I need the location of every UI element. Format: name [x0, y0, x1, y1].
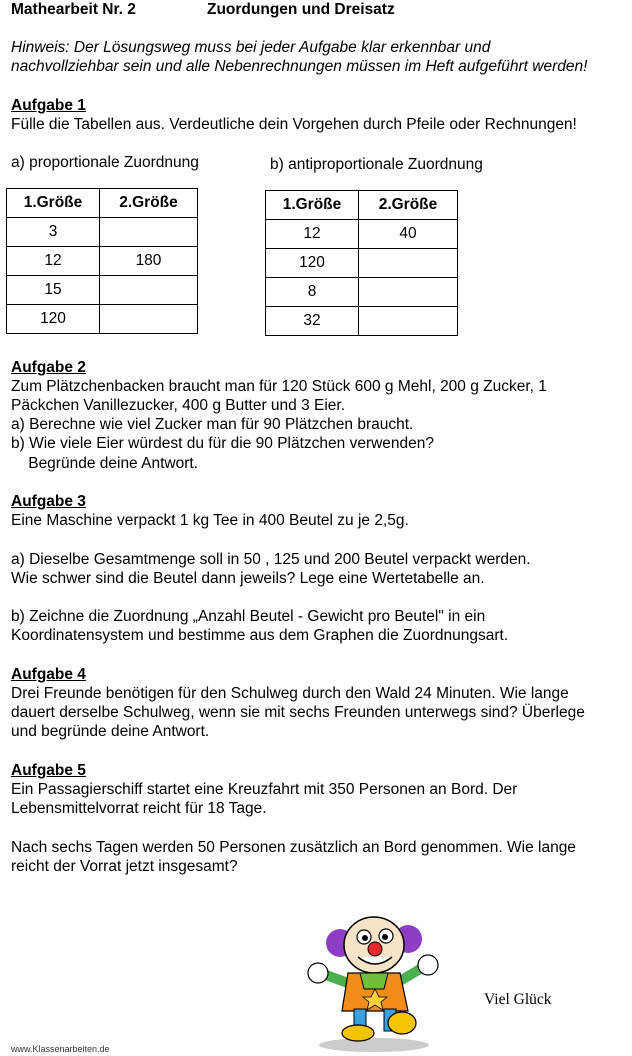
table-b-cell	[359, 307, 458, 336]
document-title: Mathearbeit Nr. 2	[11, 1, 136, 18]
table-a-cell	[100, 218, 198, 247]
task3-line: Koordinatensystem und bestimme aus dem Graphen die Zuordnungsart.	[11, 627, 509, 644]
clown-collar	[360, 973, 388, 989]
clown-illustration	[296, 905, 446, 1053]
task4-line: dauert derselbe Schulweg, wenn sie mit sechs Freunden unterwegs sind? Überlege	[11, 704, 585, 721]
task3-line: Eine Maschine verpackt 1 kg Tee in 400 Beutel zu je 2,5g.	[11, 512, 409, 529]
table-b-cell: 32	[266, 307, 359, 336]
task5-line: Nach sechs Tagen werden 50 Personen zusätzlich an Bord genommen. Wie lange	[11, 839, 576, 856]
table-b-header-1: 1.Größe	[266, 191, 359, 220]
table-a-cell	[100, 305, 198, 334]
closing-greeting: Viel Glück	[484, 991, 552, 1008]
clown-shadow	[319, 1038, 429, 1052]
table-a-cell	[100, 276, 198, 305]
task5-line: Ein Passagierschiff startet eine Kreuzfahrt mit 350 Personen an Bord. Der	[11, 781, 518, 798]
clown-nose	[368, 942, 382, 956]
table-b-cell	[359, 278, 458, 307]
task4-line: und begründe deine Antwort.	[11, 723, 210, 740]
clown-glove-left	[308, 963, 328, 983]
task2-line: Begründe deine Antwort.	[11, 455, 198, 472]
table-b-header-2: 2.Größe	[359, 191, 458, 220]
task1-title: Aufgabe 1	[11, 97, 86, 114]
table-b-cell: 12	[266, 220, 359, 249]
table-b-cell: 120	[266, 249, 359, 278]
task5-title: Aufgabe 5	[11, 762, 86, 779]
task1-label-a: a) proportionale Zuordnung	[11, 154, 199, 171]
task4-line: Drei Freunde benötigen für den Schulweg durch den Wald 24 Minuten. Wie lange	[11, 685, 569, 702]
task1-label-b: b) antiproportionale Zuordnung	[270, 156, 483, 173]
table-a-header-1: 1.Größe	[7, 189, 100, 218]
task4-title: Aufgabe 4	[11, 666, 86, 683]
table-a-header-2: 2.Größe	[100, 189, 198, 218]
task3-line: b) Zeichne die Zuordnung „Anzahl Beutel - Gewicht pro Beutel" in ein	[11, 608, 486, 625]
hint-line-2: nachvollziehbar sein und alle Nebenrechnungen müssen im Heft aufgeführt werden!	[11, 58, 588, 75]
task5-line: reicht der Vorrat jetzt insgesamt?	[11, 858, 238, 875]
task1-text: Fülle die Tabellen aus. Verdeutliche dein Vorgehen durch Pfeile oder Rechnungen!	[11, 116, 577, 133]
table-a-cell: 120	[7, 305, 100, 334]
task2-line: a) Berechne wie viel Zucker man für 90 Plätzchen braucht.	[11, 416, 414, 433]
table-b-cell: 8	[266, 278, 359, 307]
table-antiproportional	[265, 190, 458, 336]
hint-line-1: Hinweis: Der Lösungsweg muss bei jeder Aufgabe klar erkennbar und	[11, 39, 491, 56]
task2-line: Päckchen Vanillezucker, 400 g Butter und 3 Eier.	[11, 397, 346, 414]
task2-line: Zum Plätzchenbacken braucht man für 120 Stück 600 g Mehl, 200 g Zucker, 1	[11, 378, 547, 395]
task3-line: a) Dieselbe Gesamtmenge soll in 50 , 125 und 200 Beutel verpackt werden.	[11, 551, 531, 568]
clown-shoe-left	[342, 1025, 374, 1041]
clown-arm-right	[400, 969, 420, 981]
table-b-cell: 40	[359, 220, 458, 249]
clown-glove-right	[418, 955, 438, 975]
document-subtitle: Zuordungen und Dreisatz	[207, 1, 395, 18]
table-b-cell	[359, 249, 458, 278]
task5-line: Lebensmittelvorrat reicht für 18 Tage.	[11, 800, 267, 817]
table-a-cell: 15	[7, 276, 100, 305]
task2-title: Aufgabe 2	[11, 359, 86, 376]
task3-title: Aufgabe 3	[11, 493, 86, 510]
table-a-cell: 12	[7, 247, 100, 276]
table-a-cell: 3	[7, 218, 100, 247]
task2-line: b) Wie viele Eier würdest du für die 90 Plätzchen verwenden?	[11, 435, 435, 452]
clown-arm-left	[326, 975, 348, 983]
clown-shoe-right	[388, 1012, 416, 1034]
task3-line: Wie schwer sind die Beutel dann jeweils? Lege eine Wertetabelle an.	[11, 570, 485, 587]
table-proportional	[6, 188, 198, 334]
table-a-cell: 180	[100, 247, 198, 276]
footer-source: www.Klassenarbeiten.de	[11, 1044, 110, 1054]
